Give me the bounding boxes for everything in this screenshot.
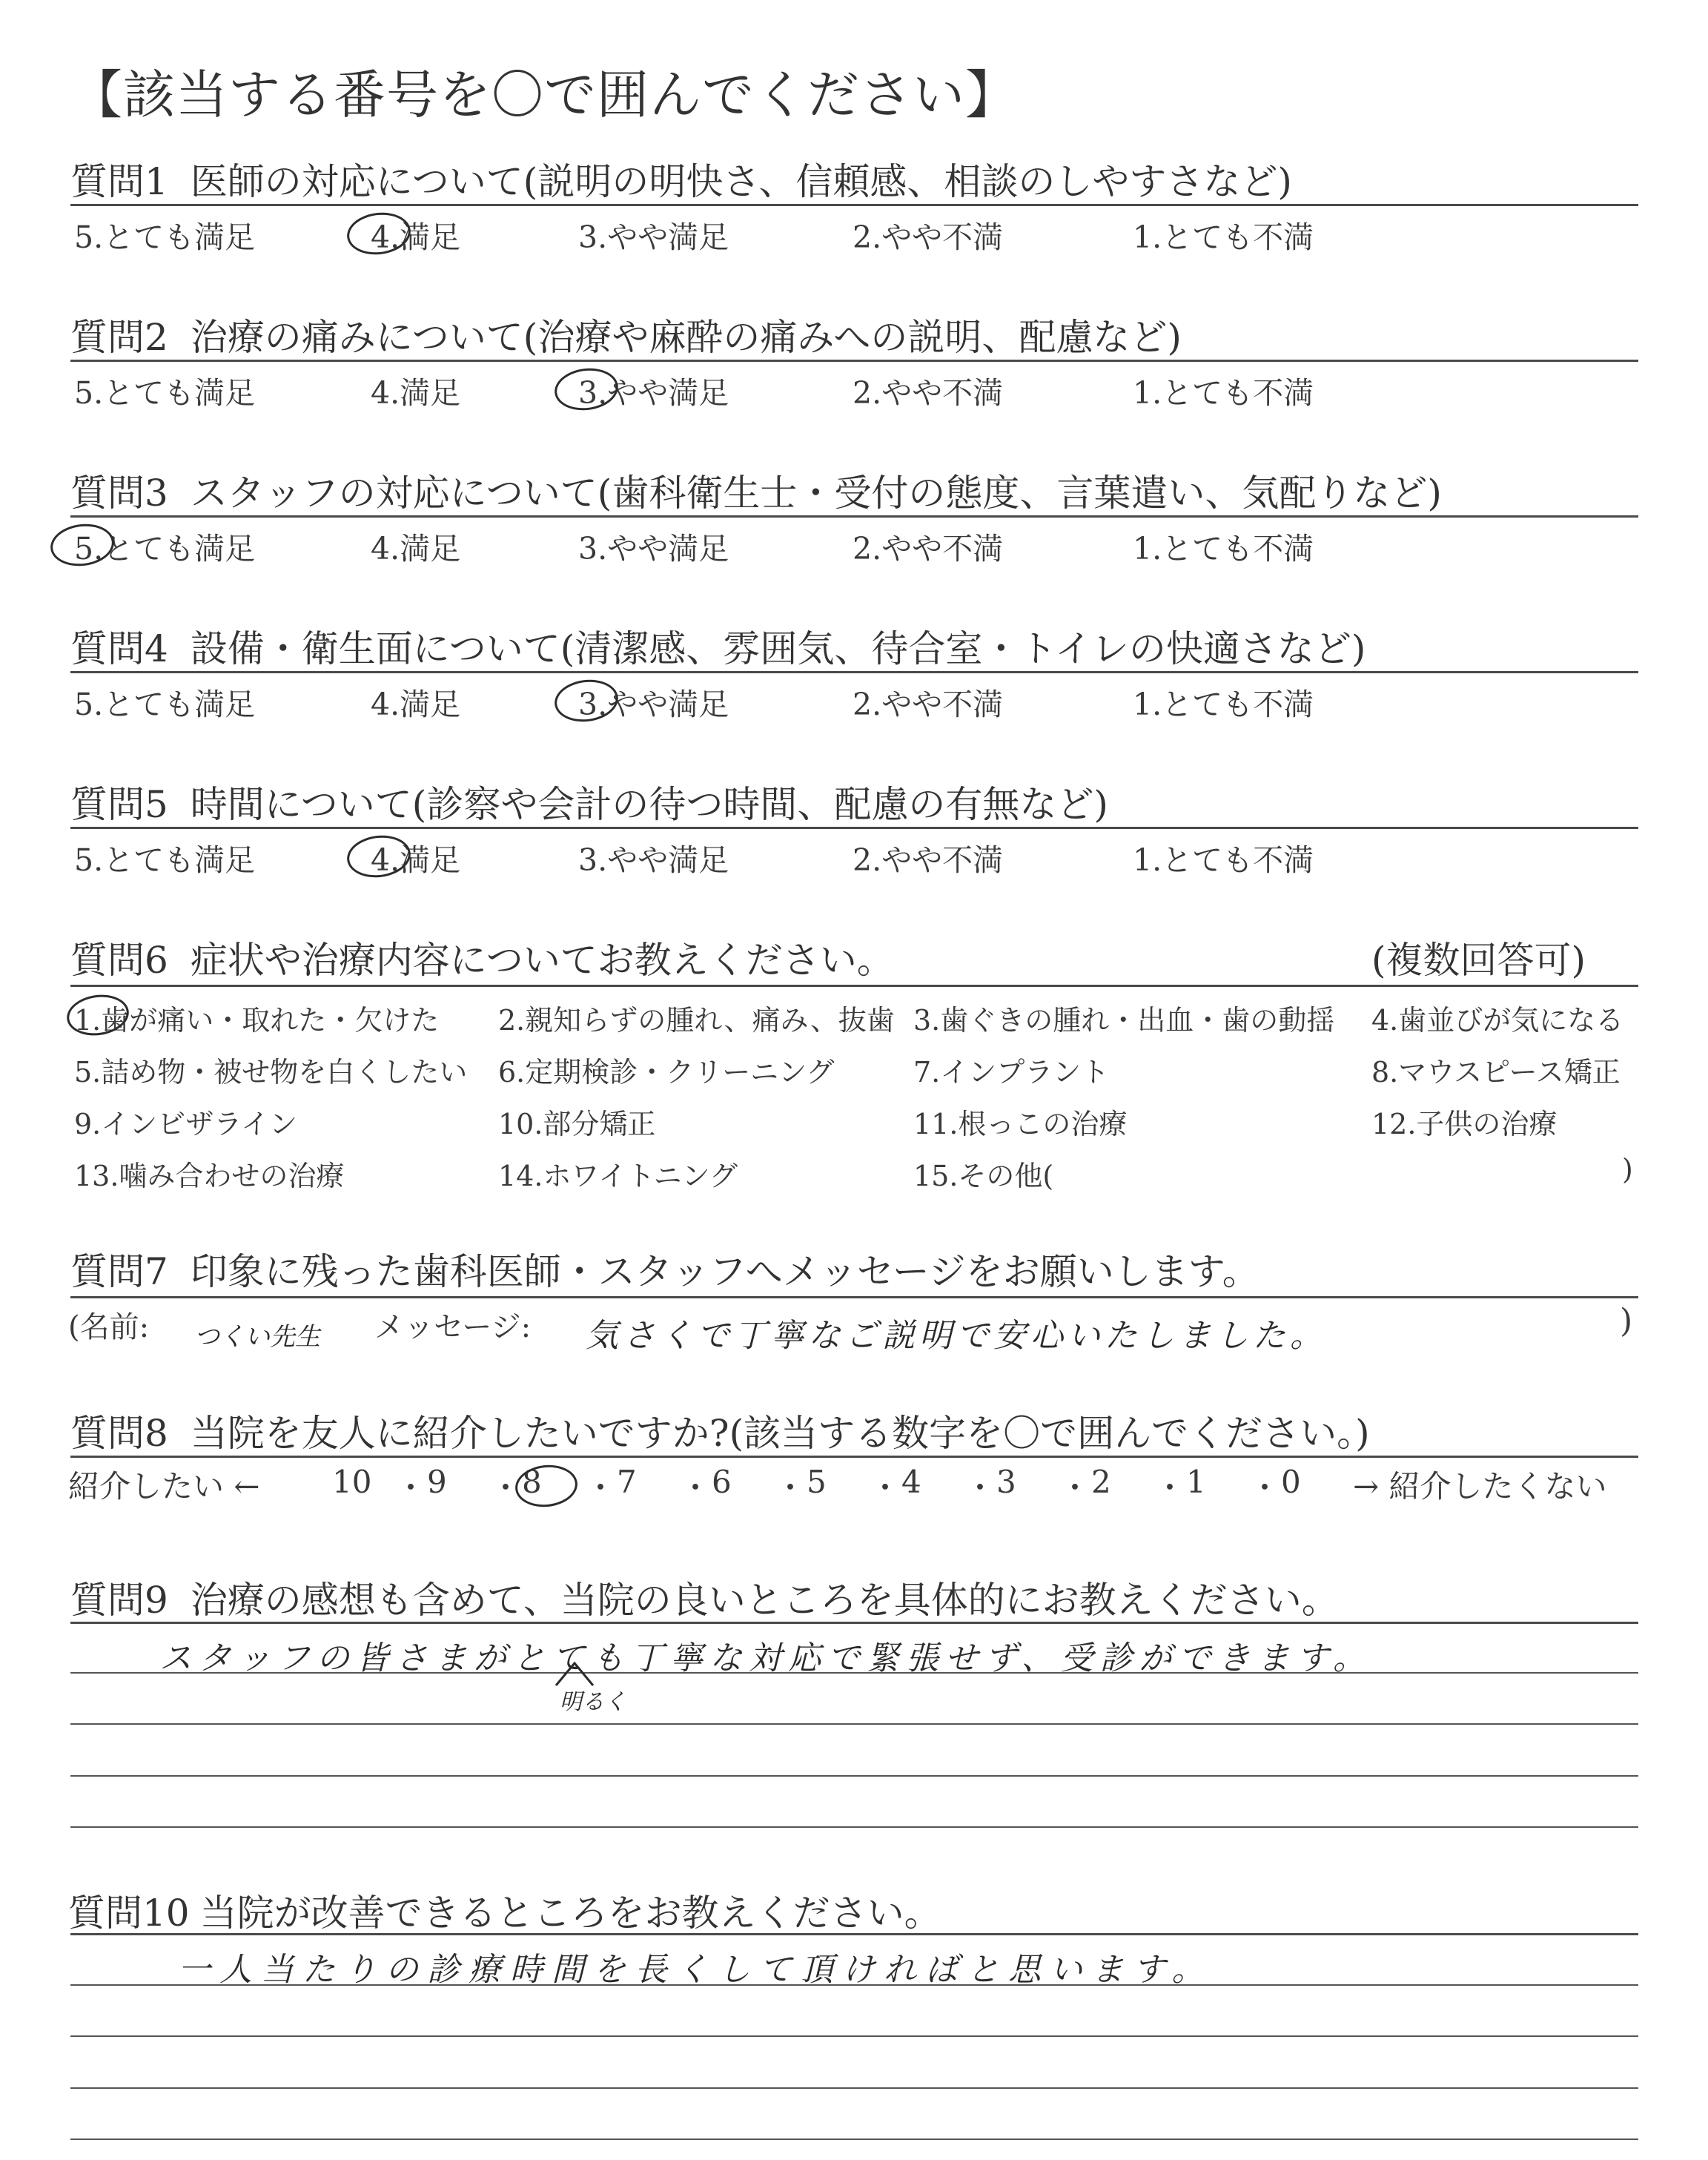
- q3-text: スタッフの対応について(歯科衛生士・受付の態度、言葉遣い、気配りなど): [190, 472, 1442, 515]
- q8-heading: [70, 1404, 1370, 1457]
- q8-scale-4[interactable]: 4: [901, 1464, 921, 1500]
- q8-scale-8[interactable]: 8: [522, 1464, 542, 1500]
- q9-rule: [70, 1622, 1638, 1624]
- q6-option-15[interactable]: 15.その他(: [913, 1160, 1054, 1192]
- q5-label: 質問5: [70, 783, 168, 826]
- q3-option-5[interactable]: 5.とても満足: [74, 531, 256, 567]
- q2-option-1[interactable]: 1.とても不満: [1133, 375, 1314, 411]
- q1-option-5[interactable]: 5.とても満足: [74, 219, 256, 255]
- q4-option-3[interactable]: 3.やや満足: [578, 687, 729, 722]
- q9-writing-line-3: [70, 1775, 1638, 1777]
- q8-scale-7[interactable]: 7: [617, 1464, 637, 1500]
- q5-heading: [70, 775, 1108, 828]
- q8-scale-separator: ・: [964, 1470, 996, 1506]
- q7-message-label: メッセージ:: [374, 1310, 532, 1344]
- q5-option-2[interactable]: 2.やや不満: [853, 842, 1004, 878]
- q1-option-2[interactable]: 2.やや不満: [853, 219, 1004, 255]
- q2-option-5[interactable]: 5.とても満足: [74, 375, 256, 411]
- q10-text: 当院が改善できるところをお教えください。: [199, 1892, 941, 1935]
- q8-text: 当院を友人に紹介したいですか?(該当する数字を〇で囲んでください。): [190, 1412, 1370, 1455]
- q6-option-11[interactable]: 11.根っこの治療: [913, 1108, 1128, 1140]
- q3-rule: [70, 515, 1638, 518]
- q10-writing-line-3: [70, 2087, 1638, 2089]
- q8-left-label: 紹介したい ←: [68, 1468, 260, 1505]
- q7-name-value[interactable]: つくい先生: [194, 1322, 320, 1352]
- q6-option-14[interactable]: 14.ホワイトニング: [498, 1160, 738, 1192]
- q8-scale-separator: ・: [585, 1470, 617, 1506]
- q4-option-4[interactable]: 4.満足: [371, 687, 461, 722]
- q8-right-label: → 紹介したくない: [1353, 1468, 1607, 1505]
- q1-option-1[interactable]: 1.とても不満: [1133, 219, 1314, 255]
- q9-insertion[interactable]: 明るく: [560, 1689, 626, 1715]
- q8-scale-1[interactable]: 1: [1186, 1464, 1206, 1500]
- q4-option-2[interactable]: 2.やや不満: [853, 687, 1004, 722]
- q8-scale-separator: ・: [1059, 1470, 1091, 1506]
- q10-rule: [70, 1933, 1638, 1935]
- q2-option-3[interactable]: 3.やや満足: [578, 375, 729, 411]
- q6-option-3[interactable]: 3.歯ぐきの腫れ・出血・歯の動揺: [913, 1004, 1335, 1037]
- q4-heading: [70, 619, 1366, 673]
- q9-answer[interactable]: スタッフの皆さまがとても丁寧な対応で緊張せず、受診ができます。: [159, 1639, 1372, 1677]
- q1-text: 医師の対応について(説明の明快さ、信頼感、相談のしやすさなど): [190, 160, 1292, 203]
- q6-option-12[interactable]: 12.子供の治療: [1371, 1108, 1558, 1140]
- q8-scale-0[interactable]: 0: [1281, 1464, 1301, 1500]
- q4-option-5[interactable]: 5.とても満足: [74, 687, 256, 722]
- q2-option-4[interactable]: 4.満足: [371, 375, 461, 411]
- q9-text: 治療の感想も含めて、当院の良いところを具体的にお教えください。: [190, 1579, 1339, 1622]
- q8-label: 質問8: [70, 1412, 168, 1455]
- page-title: 【該当する番号を〇で囲んでください】: [70, 65, 1018, 125]
- q10-writing-line-4: [70, 2138, 1638, 2140]
- q9-writing-line-2: [70, 1723, 1638, 1725]
- q2-rule: [70, 360, 1638, 362]
- q5-rule: [70, 827, 1638, 829]
- q10-heading: [68, 1883, 941, 1937]
- q6-other-close-paren: ): [1622, 1153, 1633, 1186]
- q6-option-8[interactable]: 8.マウスピース矯正: [1371, 1056, 1621, 1089]
- q3-option-3[interactable]: 3.やや満足: [578, 531, 729, 567]
- q8-scale-separator: ・: [1154, 1470, 1186, 1506]
- q7-rule: [70, 1296, 1638, 1298]
- q5-option-5[interactable]: 5.とても満足: [74, 842, 256, 878]
- q6-note: (複数回答可): [1371, 939, 1586, 982]
- q2-label: 質問2: [70, 316, 168, 359]
- q1-rule: [70, 204, 1638, 206]
- q10-writing-line-2: [70, 2035, 1638, 2037]
- q4-option-1[interactable]: 1.とても不満: [1133, 687, 1314, 722]
- q3-option-2[interactable]: 2.やや不満: [853, 531, 1004, 567]
- q8-rule: [70, 1456, 1638, 1458]
- q8-scale-separator: ・: [870, 1470, 901, 1506]
- q6-option-13[interactable]: 13.噛み合わせの治療: [74, 1160, 345, 1192]
- q5-option-1[interactable]: 1.とても不満: [1133, 842, 1314, 878]
- q7-label: 質問7: [70, 1250, 168, 1293]
- q5-option-4[interactable]: 4.満足: [371, 842, 461, 878]
- q8-scale-separator: ・: [490, 1470, 522, 1506]
- q6-text: 症状や治療内容についてお教えください。: [190, 939, 894, 982]
- q9-label: 質問9: [70, 1579, 168, 1622]
- q8-scale-10[interactable]: 10: [332, 1464, 372, 1500]
- q6-label: 質問6: [70, 939, 168, 982]
- q3-option-4[interactable]: 4.満足: [371, 531, 461, 567]
- q8-scale-separator: ・: [775, 1470, 807, 1506]
- q1-label: 質問1: [70, 160, 168, 203]
- q6-option-9[interactable]: 9.インビザライン: [74, 1108, 298, 1140]
- q10-label: 質問10: [68, 1892, 190, 1935]
- q7-message-value[interactable]: 気さくで丁寧なご説明で安心いたしました。: [586, 1317, 1327, 1355]
- q3-option-1[interactable]: 1.とても不満: [1133, 531, 1314, 567]
- q6-rule: [70, 985, 1638, 987]
- q4-label: 質問4: [70, 627, 168, 670]
- q6-heading: [70, 931, 894, 984]
- q7-name-label: (名前:: [68, 1310, 150, 1344]
- q7-heading: [70, 1242, 1260, 1295]
- q8-scale-separator: ・: [680, 1470, 712, 1506]
- q4-rule: [70, 671, 1638, 673]
- q6-option-6[interactable]: 6.定期検診・クリーニング: [498, 1056, 835, 1089]
- q8-scale-separator: ・: [395, 1470, 427, 1506]
- q8-scale-5[interactable]: 5: [807, 1464, 827, 1500]
- q6-option-2[interactable]: 2.親知らずの腫れ、痛み、抜歯: [498, 1004, 895, 1037]
- q1-option-3[interactable]: 3.やや満足: [578, 219, 729, 255]
- q4-text: 設備・衛生面について(清潔感、雰囲気、待合室・トイレの快適さなど): [190, 627, 1366, 670]
- q6-option-7[interactable]: 7.インプラント: [913, 1056, 1110, 1089]
- q3-heading: [70, 463, 1442, 517]
- q1-option-4[interactable]: 4.満足: [371, 219, 461, 255]
- q8-scale-6[interactable]: 6: [712, 1464, 732, 1500]
- q8-scale-9[interactable]: 9: [427, 1464, 447, 1500]
- q2-option-2[interactable]: 2.やや不満: [853, 375, 1004, 411]
- q5-text: 時間について(診察や会計の待つ時間、配慮の有無など): [190, 783, 1108, 826]
- q6-option-4[interactable]: 4.歯並びが気になる: [1371, 1004, 1624, 1037]
- q7-text: 印象に残った歯科医師・スタッフへメッセージをお願いします。: [190, 1250, 1260, 1293]
- q2-heading: [70, 308, 1182, 361]
- q10-answer[interactable]: 一人当たりの診療時間を長くして頂ければと思います。: [178, 1951, 1214, 1989]
- q9-writing-line-4: [70, 1826, 1638, 1828]
- q2-text: 治療の痛みについて(治療や麻酔の痛みへの説明、配慮など): [190, 316, 1182, 359]
- q9-heading: [70, 1571, 1339, 1624]
- insertion-caret-icon: [549, 1659, 600, 1689]
- q8-scale-2[interactable]: 2: [1091, 1464, 1111, 1500]
- q3-label: 質問3: [70, 472, 168, 515]
- q7-close-paren: ): [1620, 1302, 1633, 1340]
- q6-option-1[interactable]: 1.歯が痛い・取れた・欠けた: [74, 1004, 440, 1037]
- q8-scale-3[interactable]: 3: [996, 1464, 1016, 1500]
- q6-option-5[interactable]: 5.詰め物・被せ物を白くしたい: [74, 1056, 468, 1089]
- q5-option-3[interactable]: 3.やや満足: [578, 842, 729, 878]
- q8-scale-separator: ・: [1249, 1470, 1281, 1506]
- q1-heading: [70, 152, 1292, 205]
- q6-option-10[interactable]: 10.部分矯正: [498, 1108, 656, 1140]
